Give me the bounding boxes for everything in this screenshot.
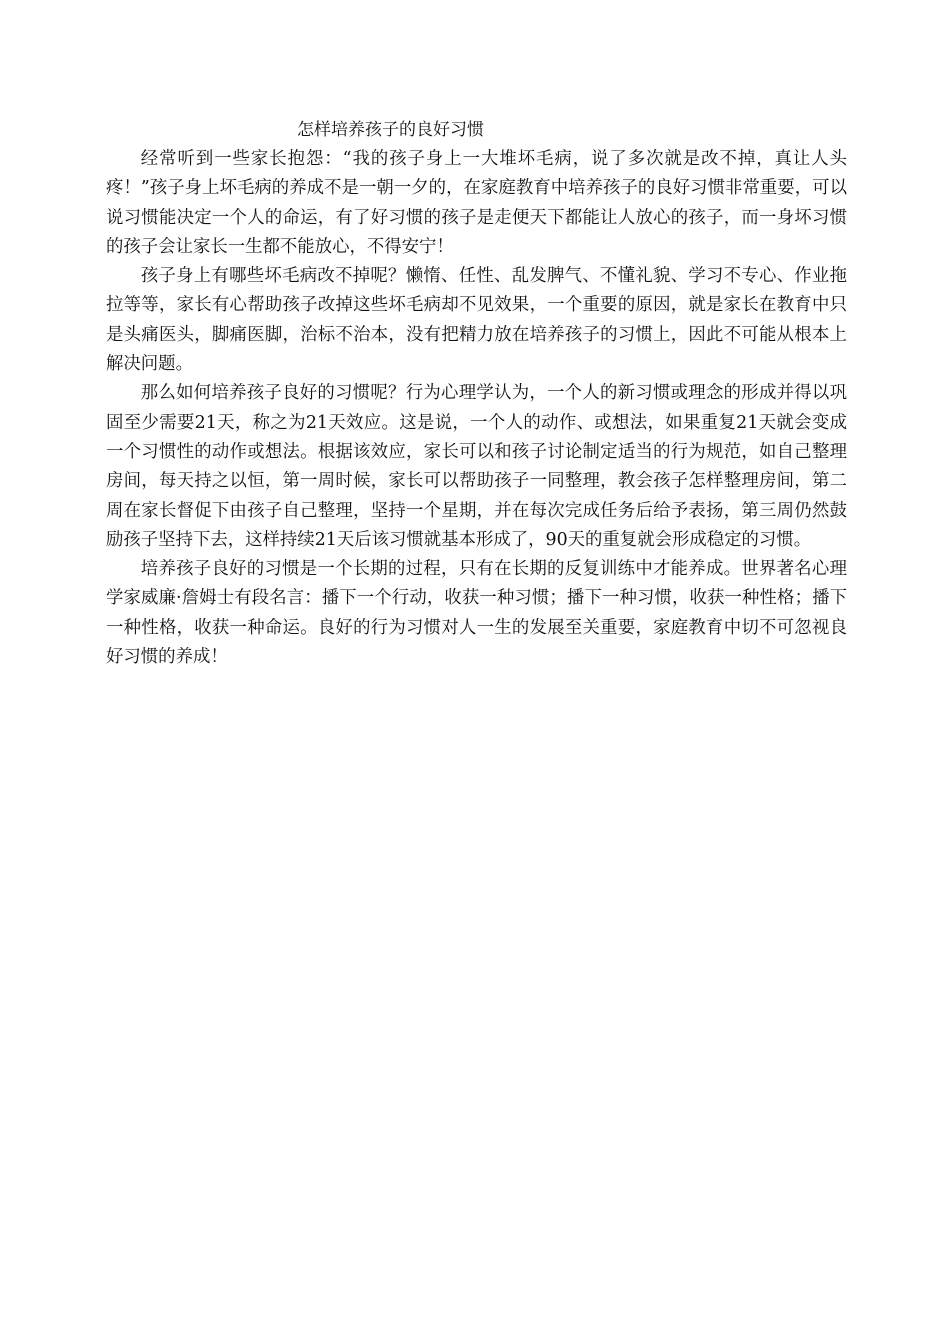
document-body (106, 145, 847, 672)
paragraph-3: 那么如何培养孩子良好的习惯呢？行为心理学认为，一个人的新习惯或理念的形成并得以巩固至少需要21天，称之为21天效应。这是说，一个人的动作、或想法，如果重复21天就会变成一个习惯性的动作或想法。根据该效应，家长可以和孩子讨论制定适当的行为规范，如自己整理房间，每天持之以恒，第一周时候，家长可以帮助孩子一同整理，教会孩子怎样整理房间，第二周在家长督促下由孩子自己整理，坚持一个星期，并在每次完成任务后给予表扬，第三周仍然鼓励孩子坚持下去，这样持续21天后该习惯就基本形成了，90天的重复就会形成稳定的习惯。 (106, 383, 847, 550)
paragraph-1: 经常听到一些家长抱怨：“我的孩子身上一大堆坏毛病，说了多次就是改不掉，真让人头疼！”孩子身上坏毛病的养成不是一朝一夕的，在家庭教育中培养孩子的良好习惯非常重要，可以说习惯能决定一个人的命运，有了好习惯的孩子是走便天下都能让人放心的孩子，而一身坏习惯的孩子会让家长一生都不能放心，不得安宁！ (106, 149, 847, 257)
paragraph-2: 孩子身上有哪些坏毛病改不掉呢？懒惰、任性、乱发脾气、不懂礼貌、学习不专心、作业拖拉等等，家长有心帮助孩子改掉这些坏毛病却不见效果，一个重要的原因，就是家长在教育中只是头痛医头，脚痛医脚，治标不治本，没有把精力放在培养孩子的习惯上，因此不可能从根本上解决问题。 (106, 266, 847, 375)
paragraph-4: 培养孩子良好的习惯是一个长期的过程，只有在长期的反复训练中才能养成。世界著名心理学家威廉·詹姆士有段名言：播下一个行动，收获一种习惯；播下一种习惯，收获一种性格；播下一种性格，收获一种命运。良好的行为习惯对人一生的发展至关重要，家庭教育中切不可忽视良好习惯的养成！ (106, 559, 847, 668)
document-title: 怎样培养孩子的良好习惯 (297, 120, 484, 140)
